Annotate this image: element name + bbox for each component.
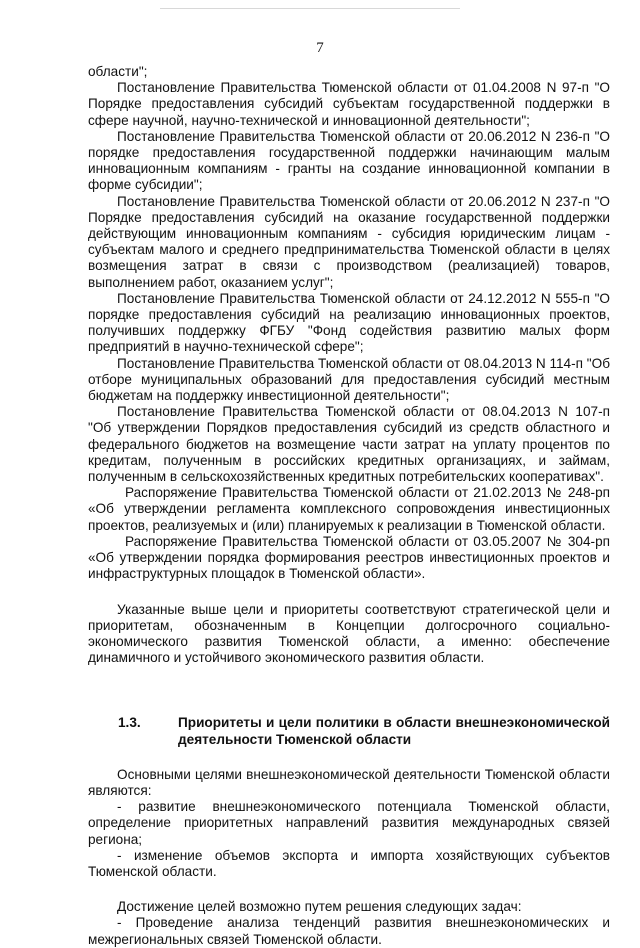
legal-act-paragraph: Постановление Правительства Тюменской области от 08.04.2013 N 114-п "Об отборе муниципальных образований для предоставления субсидий местным бюджетам на поддержку инвестиционной деятельности"; <box>88 355 610 404</box>
goals-intro: Основными целями внешнеэкономической деятельности Тюменской области являются: <box>88 766 610 798</box>
scan-edge-line <box>160 8 460 9</box>
summary-paragraph: Указанные выше цели и приоритеты соответствуют стратегической цели и приоритетам, обозначенным в Концепции долгосрочного социально-экономического развития Тюменской области, а именно: обеспечение динамичного и устойчивого экономического развития области. <box>88 601 610 666</box>
task-item: - Проведение анализа тенденций развития внешнеэкономических и межрегиональных связей Тюменской области. <box>88 915 610 947</box>
section-heading <box>118 715 610 747</box>
legal-act-paragraph: Постановление Правительства Тюменской области от 24.12.2012 N 555-п "О порядке предоставления субсидий на реализацию инновационных проектов, получивших поддержку ФГБУ "Фонд содействия развитию малых форм предприятий в научно-технической сфере"; <box>88 290 610 355</box>
section-number: 1.3. <box>118 715 141 731</box>
document-body <box>88 64 610 948</box>
legal-act-paragraph: Распоряжение Правительства Тюменской области от 21.02.2013 № 248-рп «Об утверждении регламента комплексного сопровождения инвестиционных проектов, реализуемых и (или) планируемых к реализации в Тюменской области. <box>88 485 610 533</box>
section-title: Приоритеты и цели политики в области внешнеэкономической деятельности Тюменской области <box>178 715 610 747</box>
legal-acts-list <box>88 64 610 583</box>
goal-item: - развитие внешнеэкономического потенциала Тюменской области, определение приоритетных направлений развития международных связей региона; <box>88 799 610 847</box>
page-number: 7 <box>316 40 324 56</box>
legal-act-paragraph: Распоряжение Правительства Тюменской области от 03.05.2007 № 304-рп «Об утверждении порядка формирования реестров инвестиционных проектов и инфраструктурных площадок в Тюменской области». <box>88 533 610 582</box>
legal-act-paragraph: Постановление Правительства Тюменской области от 01.04.2008 N 97-п "О Порядке предоставления субсидий субъектам государственной поддержки в сфере научной, научно-технической и инновационной деятельности"; <box>88 80 610 128</box>
goal-item: - изменение объемов экспорта и импорта хозяйствующих субъектов Тюменской области. <box>88 847 610 879</box>
tasks-intro: Достижение целей возможно путем решения следующих задач: <box>117 899 522 915</box>
legal-act-paragraph: области"; <box>88 64 148 79</box>
legal-act-paragraph: Постановление Правительства Тюменской области от 20.06.2012 N 236-п "О порядке предоставления государственной поддержки начинающим малым инновационным компаниям - гранты на создание инновационной компании в форме субсидии"; <box>88 128 610 193</box>
legal-act-paragraph: Постановление Правительства Тюменской области от 08.04.2013 N 107-п "Об утверждении Порядков предоставления субсидий из средств областного и федерального бюджетов на возмещение части затрат на уплату процентов по кредитам, полученным в российских кредитных организациях, и займам, полученным в сельскохозяйственных кредитных потребительских кооперативах". <box>88 404 610 485</box>
legal-act-paragraph: Постановление Правительства Тюменской области от 20.06.2012 N 237-п "О Порядке предоставления субсидий на оказание государственной поддержки действующим инновационным компаниям - субсидия юридическим лицам - субъектам малого и среднего предпринимательства Тюменской области в целях возмещения затрат в связи с производством (реализацией) товаров, выполнением работ, оказанием услуг"; <box>88 193 610 290</box>
